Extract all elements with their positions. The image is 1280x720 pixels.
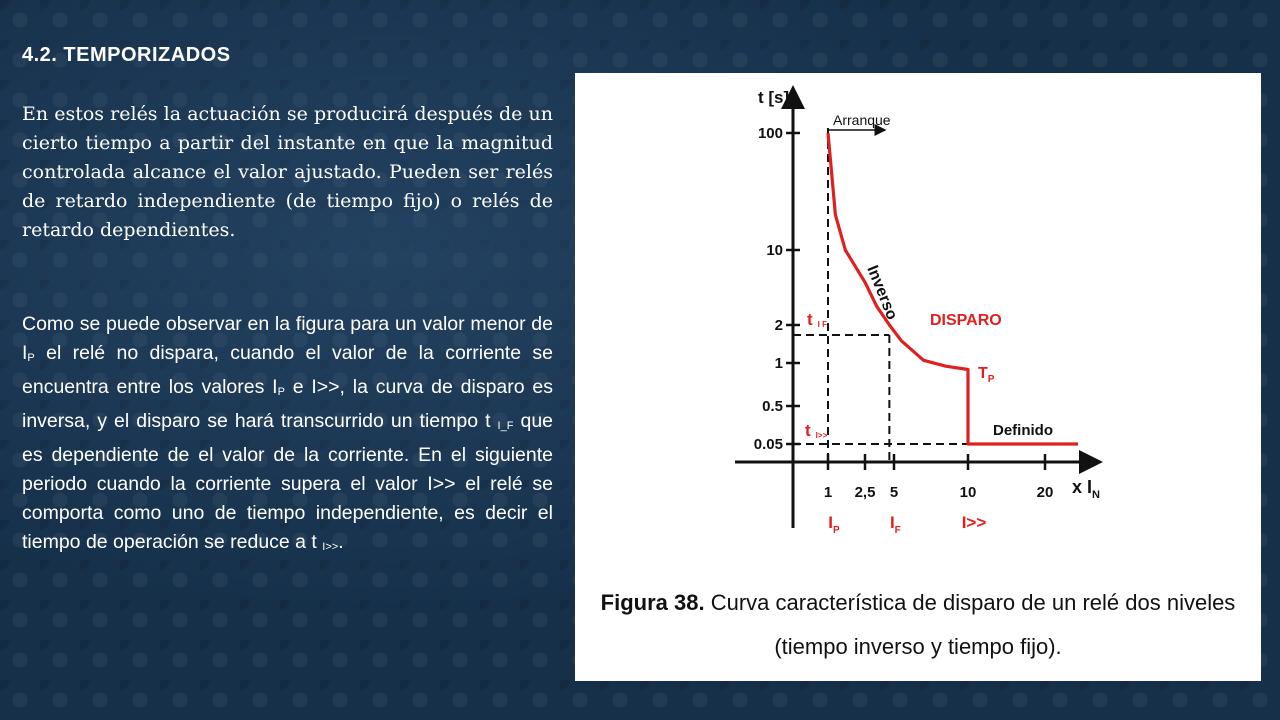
x-tick-label: 1 xyxy=(823,484,833,501)
x-tick-label: 20 xyxy=(1036,484,1054,501)
y-mark-sub: I>> xyxy=(815,431,828,440)
slide-heading: 4.2. TEMPORIZADOS xyxy=(22,44,231,66)
y-axis-label: t [s] xyxy=(758,88,790,107)
x-tick-label: 2,5 xyxy=(854,484,876,501)
tp-label xyxy=(978,365,995,385)
paragraph-text: el relé no dispara, cuando el valor de la corriente se encuentra entre los valores I xyxy=(22,342,553,398)
subscript-p: P xyxy=(27,352,35,364)
paragraph-text: Como se puede observar en la figura para un valor menor de I xyxy=(22,313,553,364)
caption-label: Figura 38. xyxy=(600,590,705,615)
y-mark-label xyxy=(805,421,828,440)
figure-panel xyxy=(575,73,1261,681)
subscript-if: I_F xyxy=(497,420,514,432)
y-tick-label: 2 xyxy=(774,317,783,334)
trip-label: DISPARO xyxy=(930,312,1002,329)
subscript-i-high: I>> xyxy=(322,541,339,553)
x-mark-sub: P xyxy=(833,525,840,536)
x-mark-main: I xyxy=(828,513,834,532)
start-label: Arranque xyxy=(833,112,891,128)
paragraph-text: que es dependiente de el valor de la corriente. En el siguiente periodo cuando la corriente supera el valor I>> el relé se comporta como uno de tiempo independiente, es decir el tiempo de operación se reduce a t xyxy=(22,410,554,553)
y-mark-main: t xyxy=(807,310,813,329)
x-axis-label-sub: N xyxy=(1092,489,1100,501)
paragraph-explanation xyxy=(22,310,553,562)
y-tick-label: 0.05 xyxy=(753,436,783,453)
x-mark-sub: F xyxy=(894,525,901,536)
x-mark-main: I xyxy=(889,513,895,532)
y-mark-label xyxy=(807,310,827,329)
paragraph-intro: En estos relés la actuación se producirá después de un cierto tiempo a partir del instante en que la magnitud controlada alcance el valor ajustado. Pueden ser relés de retardo independiente (de tiempo fijo) o relés de retardo dependientes. xyxy=(22,103,553,241)
paragraph-text: e I>>, la curva de disparo es inversa, y el disparo se hará transcurrido un tiempo t xyxy=(22,376,554,432)
x-axis-label xyxy=(1072,477,1100,501)
x-tick-label: 5 xyxy=(889,484,899,501)
figure-caption xyxy=(575,581,1261,669)
paragraph-text: . xyxy=(338,531,344,553)
y-tick-label: 10 xyxy=(766,242,783,259)
x-tick-label: 10 xyxy=(959,484,977,501)
x-mark-label xyxy=(828,513,840,536)
x-mark-main: I>> xyxy=(961,513,987,532)
inverse-label: Inverso xyxy=(863,263,901,323)
x-mark-label xyxy=(890,513,901,536)
y-mark-sub: I F xyxy=(817,320,828,329)
x-axis-label-main: x I xyxy=(1072,477,1093,497)
x-mark-label xyxy=(962,513,987,532)
subscript-p: P xyxy=(277,386,285,398)
defined-label: Definido xyxy=(993,422,1053,439)
y-mark-main: t xyxy=(805,421,811,440)
y-tick-label: 0.5 xyxy=(762,398,783,415)
y-tick-label: 100 xyxy=(757,125,783,142)
trip-curve xyxy=(828,133,1078,444)
trip-curve-chart xyxy=(575,73,1261,573)
tp-label-sub: P xyxy=(987,374,995,385)
tp-label-main: T xyxy=(978,365,988,382)
caption-text: Curva característica de disparo de un relé dos niveles (tiempo inverso y tiempo fijo). xyxy=(704,590,1236,659)
y-tick-label: 1 xyxy=(774,355,783,372)
